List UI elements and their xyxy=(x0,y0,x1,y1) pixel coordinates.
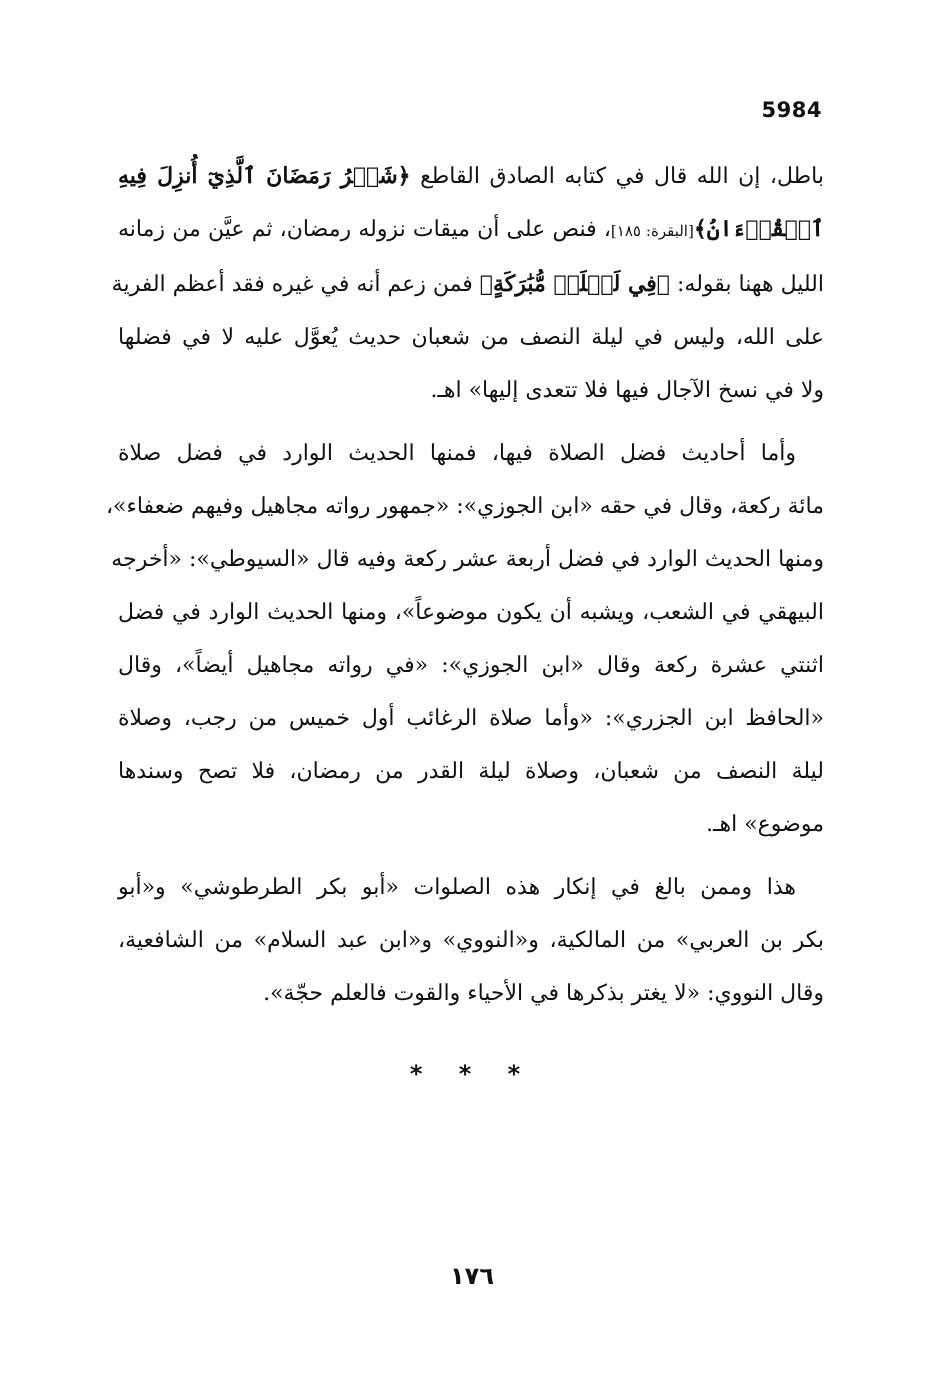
verse-citation: [البقرة: ١٨٥] xyxy=(610,222,694,240)
paragraph-line: «الحافظ ابن الجزري»: «وأما صلاة الرغائب أول خميس من رجب، وصلاة xyxy=(118,706,824,731)
text-segment: فمن زعم أنه في غيره فقد أعظم الفرية xyxy=(111,272,480,297)
paragraph-2 xyxy=(105,427,824,851)
paragraph-line: البيهقي في الشعب، ويشبه أن يكون موضوعاً»، ومنها الحديث الوارد في فضل xyxy=(118,600,824,625)
paragraph-1 xyxy=(111,150,824,417)
paragraph-line: ومنها الحديث الوارد في فضل أربعة عشر ركعة وفيه قال «السيوطي»: «أخرجه xyxy=(111,547,824,572)
text-segment: باطل، إن الله قال في كتابه الصادق القاطع xyxy=(410,164,824,189)
paragraph-3 xyxy=(118,861,824,1020)
paragraph-line: هذا وممن بالغ في إنكار هذه الصلوات «أبو بكر الطرطوشي» و«أبو xyxy=(118,875,796,900)
paragraph-line: ليلة النصف من شعبان، وصلاة ليلة القدر من رمضان، فلا تصح وسندها xyxy=(118,759,824,784)
paragraph-line: وأما أحاديث فضل الصلاة فيها، فمنها الحديث الوارد في فضل صلاة xyxy=(118,441,796,466)
paragraph-line: موضوع» اهـ. xyxy=(706,812,824,837)
paragraph-line: على الله، وليس في ليلة النصف من شعبان حديث يُعوَّل عليه لا في فضلها xyxy=(118,325,824,350)
page-body xyxy=(105,150,824,1030)
text-segment: الليل ههنا بقوله: xyxy=(670,272,824,297)
section-separator: * * * xyxy=(409,1060,535,1088)
paragraph-line xyxy=(111,258,824,311)
paragraph-line: وقال النووي: «لا يغتر بذكرها في الأحياء والقوت فالعلم حجّة». xyxy=(263,981,824,1006)
quran-verse: ﴿فِي لَيۡلَةٖ مُّبَٰرَكَةٍ﴾ xyxy=(479,271,670,297)
reference-number: 5984 xyxy=(761,98,822,122)
page-number: ١٧٦ xyxy=(450,1262,494,1290)
paragraph-line: مائة ركعة، وقال في حقه «ابن الجوزي»: «جمهور رواته مجاهيل وفيهم ضعفاء»، xyxy=(105,494,824,519)
paragraph-line: ولا في نسخ الآجال فيها فلا تتعدى إليها» اهـ. xyxy=(430,378,824,403)
quran-verse: ﴿شَهۡرُ رَمَضَانَ ٱلَّذِيٓ أُنزِلَ فِيهِ xyxy=(118,163,411,189)
text-segment: ، فنص على أن ميقات نزوله رمضان، ثم عيَّن من زمانه xyxy=(118,217,611,242)
paragraph-line: اثنتي عشرة ركعة وقال «ابن الجوزي»: «في رواته مجاهيل أيضاً»، وقال xyxy=(118,653,824,678)
paragraph-line xyxy=(118,150,824,203)
quran-verse: ٱلۡقُرۡءَانُ﴾ xyxy=(693,216,824,242)
paragraph-line xyxy=(118,203,824,258)
paragraph-line: بكر بن العربي» من المالكية، و«النووي» و«ابن عبد السلام» من الشافعية، xyxy=(118,928,824,953)
